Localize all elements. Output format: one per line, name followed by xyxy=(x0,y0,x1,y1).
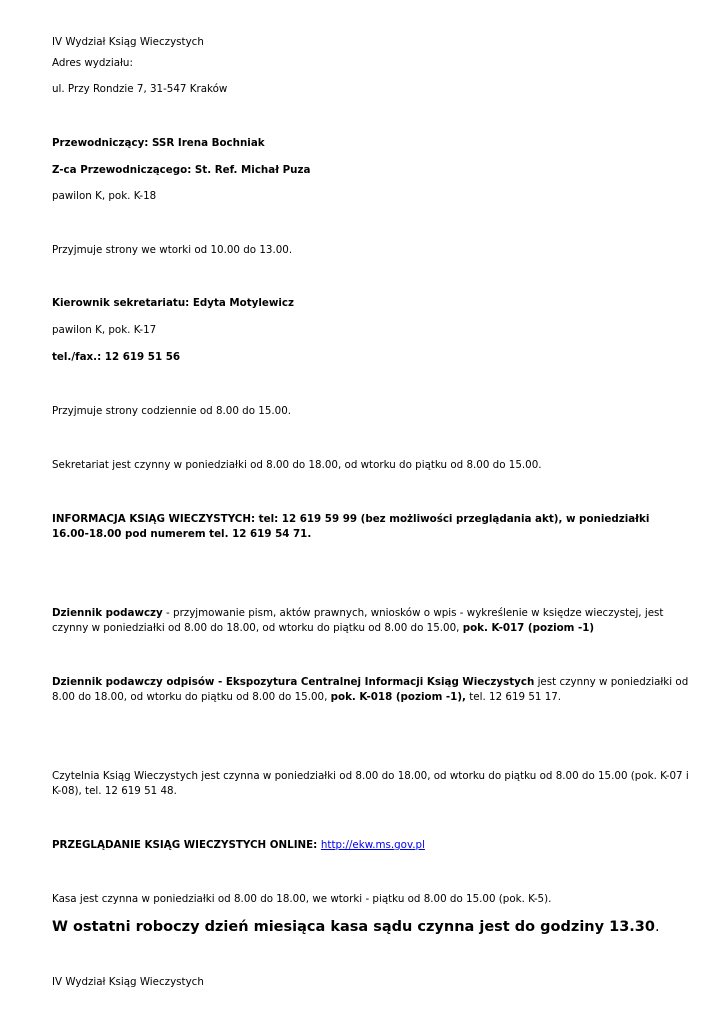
odpisy-line-1 xyxy=(52,674,688,690)
dziennik-room: pok. K-017 (poziom -1) xyxy=(462,622,595,634)
info-line-2: 16.00-18.00 pod numerem tel. 12 619 54 71. xyxy=(52,528,312,540)
dziennik-line-1 xyxy=(52,605,663,621)
ekw-link[interactable]: http://ekw.ms.gov.pl xyxy=(320,839,425,851)
online-access xyxy=(52,837,425,853)
last-day-dot: . xyxy=(654,919,660,935)
odpisy-text-2: 8.00 do 18.00, od wtorku do piątku od 8.00 do 15.00, xyxy=(52,691,331,703)
address-label: Adres wydziału: xyxy=(52,57,133,69)
department-name: IV Wydział Ksiąg Wieczystych xyxy=(52,36,204,48)
online-label: PRZEGLĄDANIE KSIĄG WIECZYSTYCH ONLINE: xyxy=(52,839,321,851)
deputy-hours: Przyjmuje strony we wtorki od 10.00 do 13.00. xyxy=(52,244,293,256)
reading-room-line-2: K-08), tel. 12 619 51 48. xyxy=(52,785,177,797)
odpisy-text-1: jest czynny w poniedziałki od xyxy=(534,676,689,688)
reading-room-line-1: Czytelnia Ksiąg Wieczystych jest czynna w poniedziałki od 8.00 do 18.00, od wtorku do piątku od 8.00 do 15.00 (pok. K-07 i xyxy=(52,770,689,782)
info-line-1: INFORMACJA KSIĄG WIECZYSTYCH: tel: 12 619 59 99 (bez możliwości przeglądania akt), w poniedziałki xyxy=(52,513,650,525)
dziennik-title: Dziennik podawczy xyxy=(52,607,163,619)
secretary-head: Kierownik sekretariatu: Edyta Motylewicz xyxy=(52,297,295,309)
last-day-text: W ostatni roboczy dzień miesiąca kasa sądu czynna jest do godziny 13.30 xyxy=(52,919,655,935)
dziennik-text-2: czynny w poniedziałki od 8.00 do 18.00, od wtorku do piątku od 8.00 do 15.00, xyxy=(52,622,463,634)
secretary-room: pawilon K, pok. K-17 xyxy=(52,324,157,336)
odpisy-room: pok. K-018 (poziom -1), xyxy=(330,691,466,703)
dziennik-text-1: - przyjmowanie pism, aktów prawnych, wniosków o wpis - wykreślenie w księdze wieczystej, jest xyxy=(162,607,664,619)
footer-department-name: IV Wydział Ksiąg Wieczystych xyxy=(52,976,204,988)
dziennik-line-2 xyxy=(52,620,594,636)
odpisy-phone: tel. 12 619 51 17. xyxy=(465,691,562,703)
cashier-hours: Kasa jest czynna w poniedziałki od 8.00 do 18.00, we wtorki - piątku od 8.00 do 15.00 (pok. K-5). xyxy=(52,893,552,905)
last-day-notice xyxy=(52,917,660,937)
address: ul. Przy Rondzie 7, 31-547 Kraków xyxy=(52,83,228,95)
odpisy-title: Dziennik podawczy odpisów - Ekspozytura Centralnej Informacji Ksiąg Wieczystych xyxy=(52,676,535,688)
secretariat-hours: Sekretariat jest czynny w poniedziałki od 8.00 do 18.00, od wtorku do piątku od 8.00 do 15.00. xyxy=(52,459,542,471)
secretary-hours: Przyjmuje strony codziennie od 8.00 do 15.00. xyxy=(52,405,292,417)
secretary-phone: tel./fax.: 12 619 51 56 xyxy=(52,351,181,363)
chairman: Przewodniczący: SSR Irena Bochniak xyxy=(52,137,265,149)
odpisy-line-2 xyxy=(52,689,561,705)
deputy-chairman: Z-ca Przewodniczącego: St. Ref. Michał Puza xyxy=(52,164,311,176)
deputy-room: pawilon K, pok. K-18 xyxy=(52,190,157,202)
